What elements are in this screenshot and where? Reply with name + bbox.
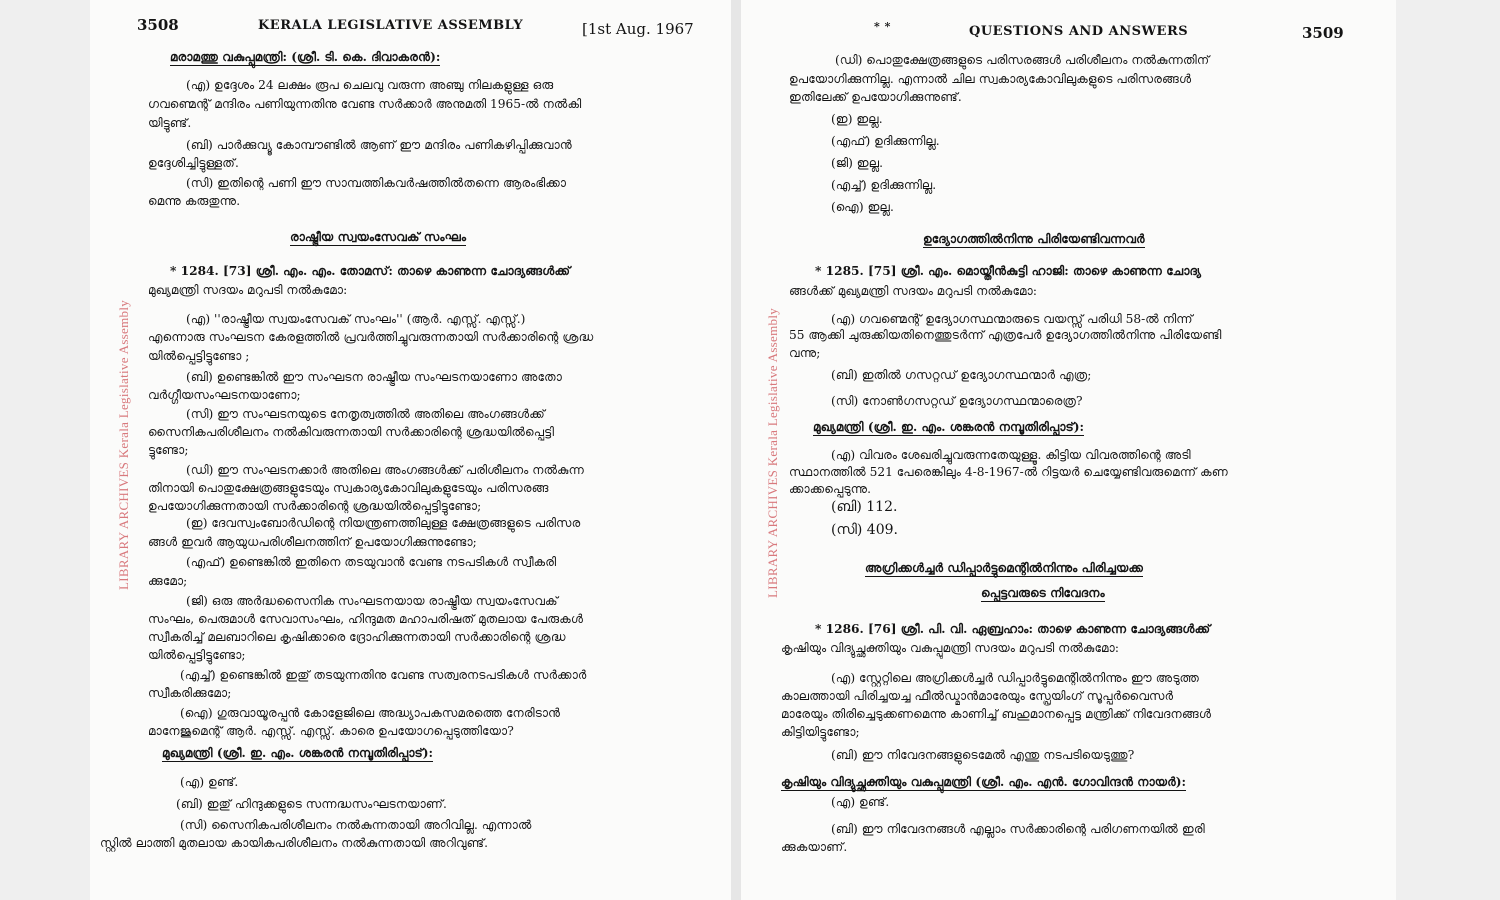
text-line: (ഇ) ദേവസ്വംബോർഡിന്റെ നിയന്ത്രണത്തിലുള്ള ക്ഷേത്രങ്ങളുടെ പരിസര [186,516,581,530]
text-line: (ഇ) ഇല്ല. [831,112,883,126]
text-line: മുഖ്യമന്ത്രി സദയം മറുപടി നൽകുമോ: [148,283,348,297]
text-line: സംഘം, പെരുമാൾ സേവാസംഘം, ഹിന്ദുമത മഹാപരിഷത് മുതലായ പേരുകൾ [148,612,584,626]
question-number: * 1284. [73] ശ്രീ. എം. എം. തോമസ്: താഴെ കാണുന്ന ചോദ്യങ്ങൾക്ക് [170,264,571,278]
text-line: ക്കാക്കപ്പെടുന്നു. [789,482,872,496]
answer-speaker: മുഖ്യമന്ത്രി (ശ്രീ. ഇ. എം. ശങ്കരൻ നമ്പൂതിരിപ്പാട്): [813,420,1085,434]
answer-value: (സി) 409. [831,522,898,538]
watermark: LIBRARY ARCHIVES Kerala Legislative Assembly [765,307,780,598]
text-line: കിട്ടിയിട്ടുണ്ടോ; [781,725,860,739]
text-line: ക്കുകയാണ്. [781,840,848,854]
text-line: യിൽപ്പെട്ടിട്ടുണ്ടോ; [148,648,246,662]
text-line: (ബി) ഉണ്ടെങ്കിൽ ഈ സംഘടന രാഷ്ട്രീയ സംഘടനയാണോ അതോ [186,370,562,384]
section-heading: രാഷ്ട്രീയ സ്വയംസേവക് സംഘം [290,230,467,244]
text-line: ഉപയോഗിക്കുന്നില്ല. എന്നാൽ ചില സ്വകാര്യകോവിലുകളുടെ പരിസരങ്ങൾ [789,72,1192,86]
text-line: സൈനികപരിശീലനം നൽകിവരുന്നതായി സർക്കാരിന്റെ ശ്രദ്ധയിൽപ്പെട്ടി [148,425,554,439]
text-line: (എച്ച്) ഉണ്ടെങ്കിൽ ഇതു് തടയുന്നതിനു വേണ്ട സത്വരനടപടികൾ സർക്കാർ [180,668,587,682]
page-number: 3508 [137,16,179,34]
text-line: (ബി) ഇതു് ഹിന്ദുക്കളുടെ സന്നദ്ധസംഘടനയാണ്. [176,797,447,811]
text-line: മെന്നു കരുതുന്നു. [148,194,241,208]
text-line: സ്റ്റിൽ ലാത്തി മുതലായ കായികപരിശീലനം നൽകുന്നതായി അറിവുണ്ട്. [100,836,489,850]
text-line: മാരേയും തിരിച്ചെടുക്കണമെന്നു കാണിച്ച് ബഹുമാനപ്പെട്ട മന്ത്രിക്ക് നിവേദനങ്ങൾ [781,707,1212,721]
answer-value: (ബി) 112. [831,499,898,515]
text-line: വർഗ്ഗീയസംഘടനയാണോ; [148,388,301,402]
text-line: (ഐ) ഇല്ല. [831,200,894,214]
text-line: 55 ആക്കി ചുരുക്കിയതിനെത്തുടർന്ന് എത്രപേർ ഉദ്യോഗത്തിൽനിന്നു പിരിയേണ്ടി [789,328,1222,342]
text-line: ങ്ങൾ ഇവർ ആയുധപരിശീലനത്തിന് ഉപയോഗിക്കുന്നുണ്ടോ; [148,535,477,549]
text-line: (സി) നോൺഗസറ്റഡ് ഉദ്യോഗസ്ഥന്മാരെത്ര? [831,394,1083,408]
text-line: (ബി) ഈ നിവേദനങ്ങൾ എല്ലാം സർക്കാരിന്റെ പരിഗണനയിൽ ഇരി [831,822,1205,836]
text-line: തിനായി പൊതുക്ഷേത്രങ്ങളുടേയും സ്വകാര്യകോവിലുകളുടേയും പരിസരങ്ങ [148,481,549,495]
text-line: (സി) ഈ സംഘടനയുടെ നേതൃത്വത്തിൽ അതിലെ അംഗങ്ങൾക്ക് [186,407,545,421]
text-line: (ഡി) ഈ സംഘടനക്കാർ അതിലെ അംഗങ്ങൾക്ക് പരിശീലനം നൽകുന്ന [186,463,584,477]
header-date: [1st Aug. 1967 [582,20,694,38]
text-line: സ്ഥാനത്തിൽ 521 പേരെങ്കിലും 4-8-1967-ൽ റിട്ടയർ ചെയ്യേണ്ടിവരുമെന്ന് കണ [789,465,1228,479]
text-line: കാലത്തായി പിരിച്ചയച്ച ഫീൽഡ്മാൻമാരേയും സ്പ്രേയിംഗ് സൂപ്പർവൈസർ [781,689,1174,703]
text-line: (ഐ) ഗുരുവായൂരപ്പൻ കോളേജിലെ അദ്ധ്യാപകസമരത്തെ നേരിടാൻ [180,706,561,720]
text-line: (എ) ഗവണ്മെന്റ് ഉദ്യോഗസ്ഥന്മാരുടെ വയസ്സ് പരിധി 58-ൽ നിന്ന് [831,312,1193,326]
text-line: (എ) ഉണ്ട്. [180,775,239,789]
text-line: (ഡി) പൊതുക്ഷേത്രങ്ങളുടെ പരിസരങ്ങൾ പരിശീലനം നൽകുന്നതിന് [835,53,1210,67]
text-line: ഗവണ്മെന്റ് മന്ദിരം പണിയുന്നതിനു വേണ്ട സർക്കാർ അനുമതി 1965-ൽ നൽകി [148,97,582,111]
text-line: (എഫ്) ഉണ്ടെങ്കിൽ ഇതിനെ തടയുവാൻ വേണ്ട നടപടികൾ സ്വീകരി [186,555,557,569]
question-number: * 1285. [75] ശ്രീ. എം. മൊയ്തീൻകുട്ടി ഹാജി: താഴെ കാണുന്ന ചോദ്യ [815,264,1202,278]
answer-speaker: മരാമത്തു വകുപ്പുമന്ത്രി: (ശ്രീ. ടി. കെ. ദിവാകരൻ): [170,50,441,64]
text-line: (ബി) ഇതിൽ ഗസറ്റഡ് ഉദ്യോഗസ്ഥന്മാർ എത്ര; [831,368,1092,382]
question-number: * 1286. [76] ശ്രീ. പി. വി. ഏബ്രഹാം: താഴെ കാണുന്ന ചോദ്യങ്ങൾക്ക് [815,622,1211,636]
running-header: QUESTIONS AND ANSWERS [969,24,1189,39]
answer-speaker: മുഖ്യമന്ത്രി (ശ്രീ. ഇ. എം. ശങ്കരൻ നമ്പൂതിരിപ്പാട്): [162,746,434,760]
text-line: (എ) സ്റ്റേറ്റിലെ അഗ്രിക്കൾച്ചർ ഡിപ്പാർട്ടുമെന്റിൽനിന്നും ഈ അടുത്ത [831,671,1200,685]
text-line: ട്ടുണ്ടോ; [148,443,189,457]
text-line: (ജി) ഒരു അർദ്ധസൈനിക സംഘടനയായ രാഷ്ട്രീയ സ്വയംസേവക് [186,594,558,608]
text-line: സ്വീകരിക്കുമോ; [148,686,232,700]
text-line: (എച്ച്) ഉദിക്കുന്നില്ല. [831,178,937,192]
text-line: യിട്ടുണ്ട്. [148,116,192,130]
watermark: LIBRARY ARCHIVES Kerala Legislative Assembly [116,299,131,590]
text-line: (എ) ഉണ്ട്. [831,795,890,809]
header-mark: * * [874,20,891,33]
text-line: (എഫ്) ഉദിക്കുന്നില്ല. [831,134,940,148]
page-gutter [731,0,741,900]
section-heading-cont: പ്പെട്ടവരുടെ നിവേദനം [981,586,1105,600]
page-number: 3509 [1302,24,1344,42]
text-line: (ജി) ഇല്ല. [831,156,884,170]
text-line: (സി) ഇതിന്റെ പണി ഈ സാമ്പത്തികവർഷത്തിൽതന്നെ ആരംഭിക്കാ [186,176,567,190]
text-line: (സി) സൈനികപരിശീലനം നൽകുന്നതായി അറിവില്ല. എന്നാൽ [180,818,532,832]
text-line: ഉപയോഗിക്കുന്നതായി സർക്കാരിന്റെ ശ്രദ്ധയിൽപ്പെട്ടിട്ടുണ്ടോ; [148,499,482,513]
text-line: ക്കുമോ; [148,574,188,588]
left-page [90,0,731,900]
text-line: ഇതിലേക്ക് ഉപയോഗിക്കുന്നുണ്ട്. [789,90,962,104]
text-line: (ബി) പാർക്കുവ്യൂ കോമ്പൗണ്ടിൽ ആണ് ഈ മന്ദിരം പണികഴിപ്പിക്കുവാൻ [186,138,572,152]
text-line: ങ്ങൾക്ക് മുഖ്യമന്ത്രി സദയം മറുപടി നൽകുമോ: [789,284,1037,298]
section-heading: ഉദ്യോഗത്തിൽനിന്നു പിരിയേണ്ടിവന്നവർ [923,232,1145,246]
text-line: (ബി) ഈ നിവേദനങ്ങളുടെമേൽ എന്തു നടപടിയെടുത്തു? [831,748,1135,762]
text-line: ഉദ്ദേശിച്ചിട്ടുള്ളത്. [148,156,239,170]
text-line: മാനേജുമെന്റ് ആർ. എസ്സ്. എസ്സ്. കാരെ ഉപയോഗപ്പെടുത്തിയോ? [148,724,514,738]
section-heading: അഗ്രിക്കൾച്ചർ ഡിപ്പാർട്ടുമെന്റിൽനിന്നും പിരിച്ചയക്ക [865,561,1144,575]
text-line: (എ) ഉദ്ദേശം 24 ലക്ഷം രൂപ ചെലവു വരുന്ന അഞ്ചു നിലകളുള്ള ഒരു [186,78,554,92]
answer-speaker: കൃഷിയും വിദ്യുച്ഛക്തിയും വകുപ്പുമന്ത്രി (ശ്രീ. എം. എൻ. ഗോവിന്ദൻ നായർ): [781,775,1187,789]
text-line: (എ) ''രാഷ്ട്രീയ സ്വയംസേവക് സംഘം'' (ആർ. എസ്സ്. എസ്സ്.) [186,312,526,326]
text-line: കൃഷിയും വിദ്യുച്ഛക്തിയും വകുപ്പുമന്ത്രി സദയം മറുപടി നൽകുമോ: [781,641,1119,655]
text-line: (എ) വിവരം ശേഖരിച്ചുവരുന്നതേയുള്ളൂ. കിട്ടിയ വിവരത്തിന്റെ അടി [831,448,1191,462]
text-line: വന്നു; [789,346,821,360]
running-header: KERALA LEGISLATIVE ASSEMBLY [258,18,524,33]
right-page [741,0,1396,900]
text-line: യിൽപ്പെട്ടിട്ടുണ്ടോ ; [148,349,250,363]
text-line: എന്നൊരു സംഘടന കേരളത്തിൽ പ്രവർത്തിച്ചുവരുന്നതായി സർക്കാരിന്റെ ശ്രദ്ധ [148,330,594,344]
text-line: സ്വീകരിച്ച് മലബാറിലെ കൃഷിക്കാരെ ദ്രോഹിക്കുന്നതായി സർക്കാരിന്റെ ശ്രദ്ധ [148,630,566,644]
